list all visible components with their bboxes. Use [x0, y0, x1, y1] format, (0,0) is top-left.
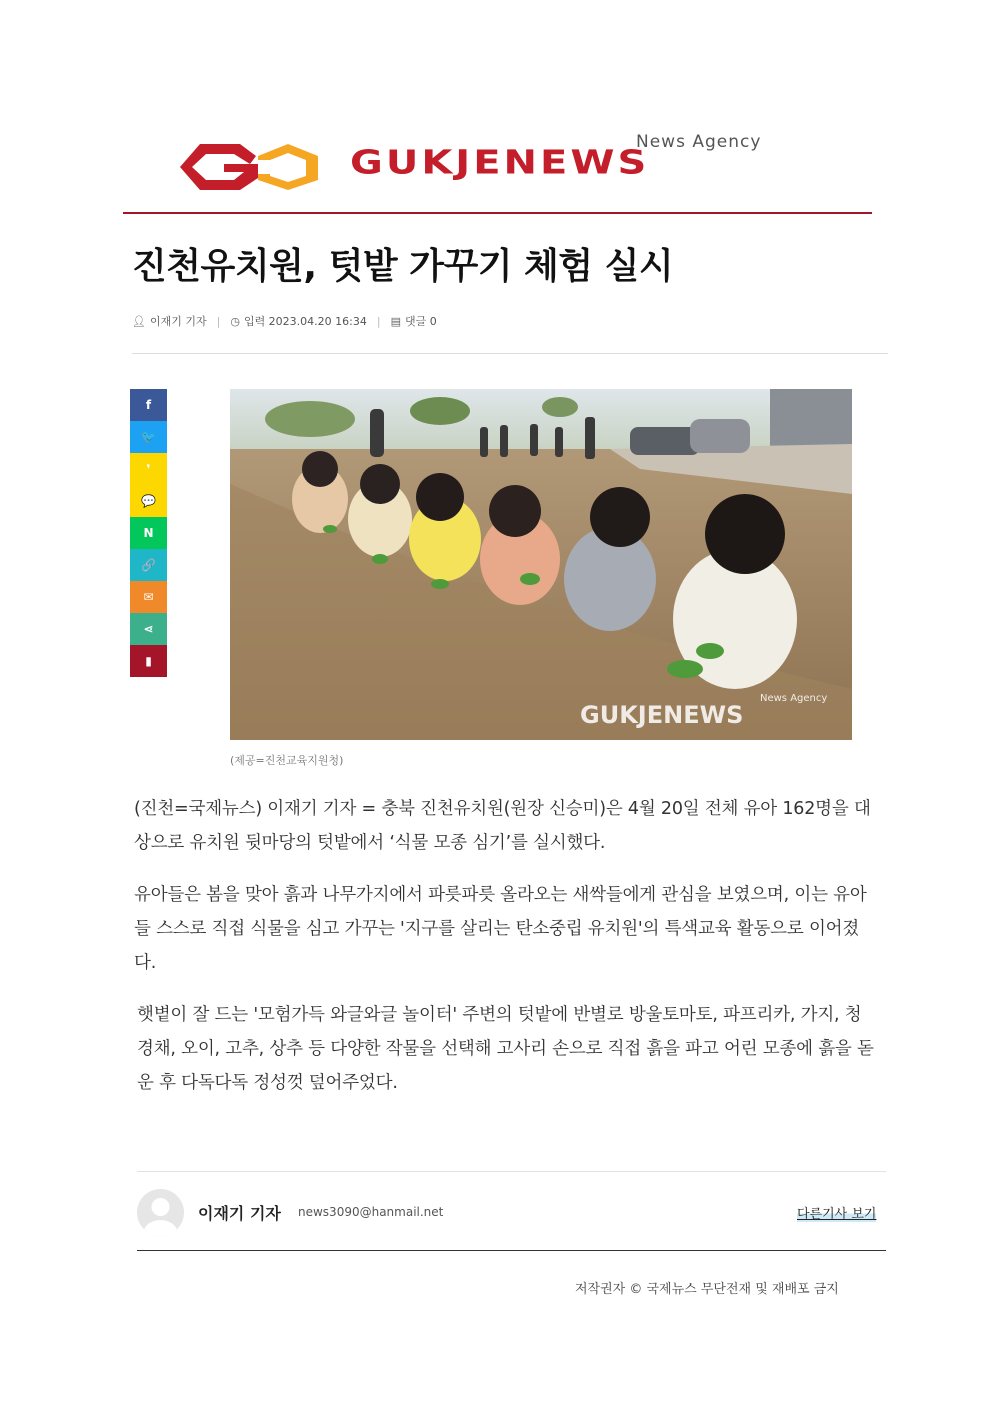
- article-meta: [132, 313, 437, 329]
- article-title: 진천유치원, 텃밭 가꾸기 체험 실시: [132, 246, 674, 287]
- kakaotalk-share-button[interactable]: [130, 485, 167, 517]
- naver-icon: N: [143, 526, 154, 540]
- article-paragraph: 유아들은 봄을 맞아 흙과 나무가지에서 파릇파릇 올라오는 새싹들에게 관심을 보였으며, 이는 유아들 스스로 직접 식물을 심고 가꾸는 '지구를 살리는 탄소중립 유치원'의 특색교육 활동으로 이어졌다.: [134, 885, 867, 973]
- avatar: [137, 1189, 184, 1236]
- share-share-button[interactable]: [130, 613, 167, 645]
- comment-icon: ▤: [390, 314, 401, 328]
- logo-tagline: News Agency: [636, 132, 762, 152]
- article-paragraph: (진천=국제뉴스) 이재기 기자 = 충북 진천유치원(원장 신승미)은 4월 20일 전체 유아 162명을 대상으로 유치원 뒷마당의 텃밭에서 ‘식물 모종 심기’를 실시했다.: [134, 799, 871, 853]
- author-box-bottom-divider: [137, 1250, 886, 1251]
- link-icon: 🔗: [141, 558, 156, 572]
- photo-watermark-wordmark: GUKJENEWS: [580, 701, 744, 729]
- kakaostory-icon: ❜: [146, 462, 151, 476]
- share-bar: [130, 389, 167, 677]
- author-name: 이재기 기자: [198, 1204, 281, 1223]
- user-icon: 👤︎: [132, 314, 146, 328]
- meta-separator: |: [216, 314, 221, 328]
- bookmark-share-button[interactable]: [130, 645, 167, 677]
- meta-separator: |: [376, 314, 381, 328]
- photo-watermark-tagline: News Agency: [760, 693, 828, 704]
- facebook-icon: f: [145, 398, 152, 412]
- published-date: 입력 2023.04.20 16:34: [243, 315, 367, 328]
- share-icon: ⋖: [143, 622, 154, 636]
- clock-icon: ◷: [230, 314, 240, 328]
- author-byline[interactable]: 이재기 기자: [149, 315, 207, 328]
- photo-illustration: [230, 389, 852, 740]
- default-avatar-icon: [137, 1189, 184, 1236]
- kakaotalk-icon: 💬: [141, 494, 156, 508]
- photo-caption: (제공=진천교육지원청): [230, 754, 344, 767]
- twitter-share-button[interactable]: [130, 421, 167, 453]
- logo-mark-icon: [178, 142, 343, 192]
- author-email[interactable]: news3090@hanmail.net: [298, 1205, 444, 1219]
- naver-share-button[interactable]: [130, 517, 167, 549]
- kakaostory-share-button[interactable]: [130, 453, 167, 485]
- article-photo[interactable]: [230, 389, 852, 740]
- comments-link[interactable]: 댓글 0: [405, 315, 437, 328]
- site-logo[interactable]: [178, 132, 823, 194]
- email-icon: ✉: [143, 590, 154, 604]
- article-paragraph: 햇볕이 잘 드는 '모험가득 와글와글 놀이터' 주변의 텃밭에 반별로 방울토마토, 파프리카, 가지, 청경채, 오이, 고추, 상추 등 다양한 작물을 선택해 고사리 손으로 직접 흙을 파고 어린 모종에 흙을 돋운 후 다독다독 정성껏 덮어주었다.: [137, 1005, 874, 1093]
- author-box-divider: [137, 1171, 886, 1172]
- header-divider: [123, 212, 872, 214]
- more-articles-link[interactable]: 다른기사 보기: [797, 1203, 876, 1222]
- logo-wordmark: GUKJENEWS: [350, 144, 650, 182]
- copyright-notice: 저작권자 © 국제뉴스 무단전재 및 재배포 금지: [575, 1282, 839, 1297]
- email-share-button[interactable]: [130, 581, 167, 613]
- twitter-icon: 🐦: [141, 430, 156, 444]
- bookmark-icon: ▮: [145, 654, 152, 668]
- facebook-share-button[interactable]: [130, 389, 167, 421]
- meta-divider: [132, 353, 888, 354]
- link-share-button[interactable]: [130, 549, 167, 581]
